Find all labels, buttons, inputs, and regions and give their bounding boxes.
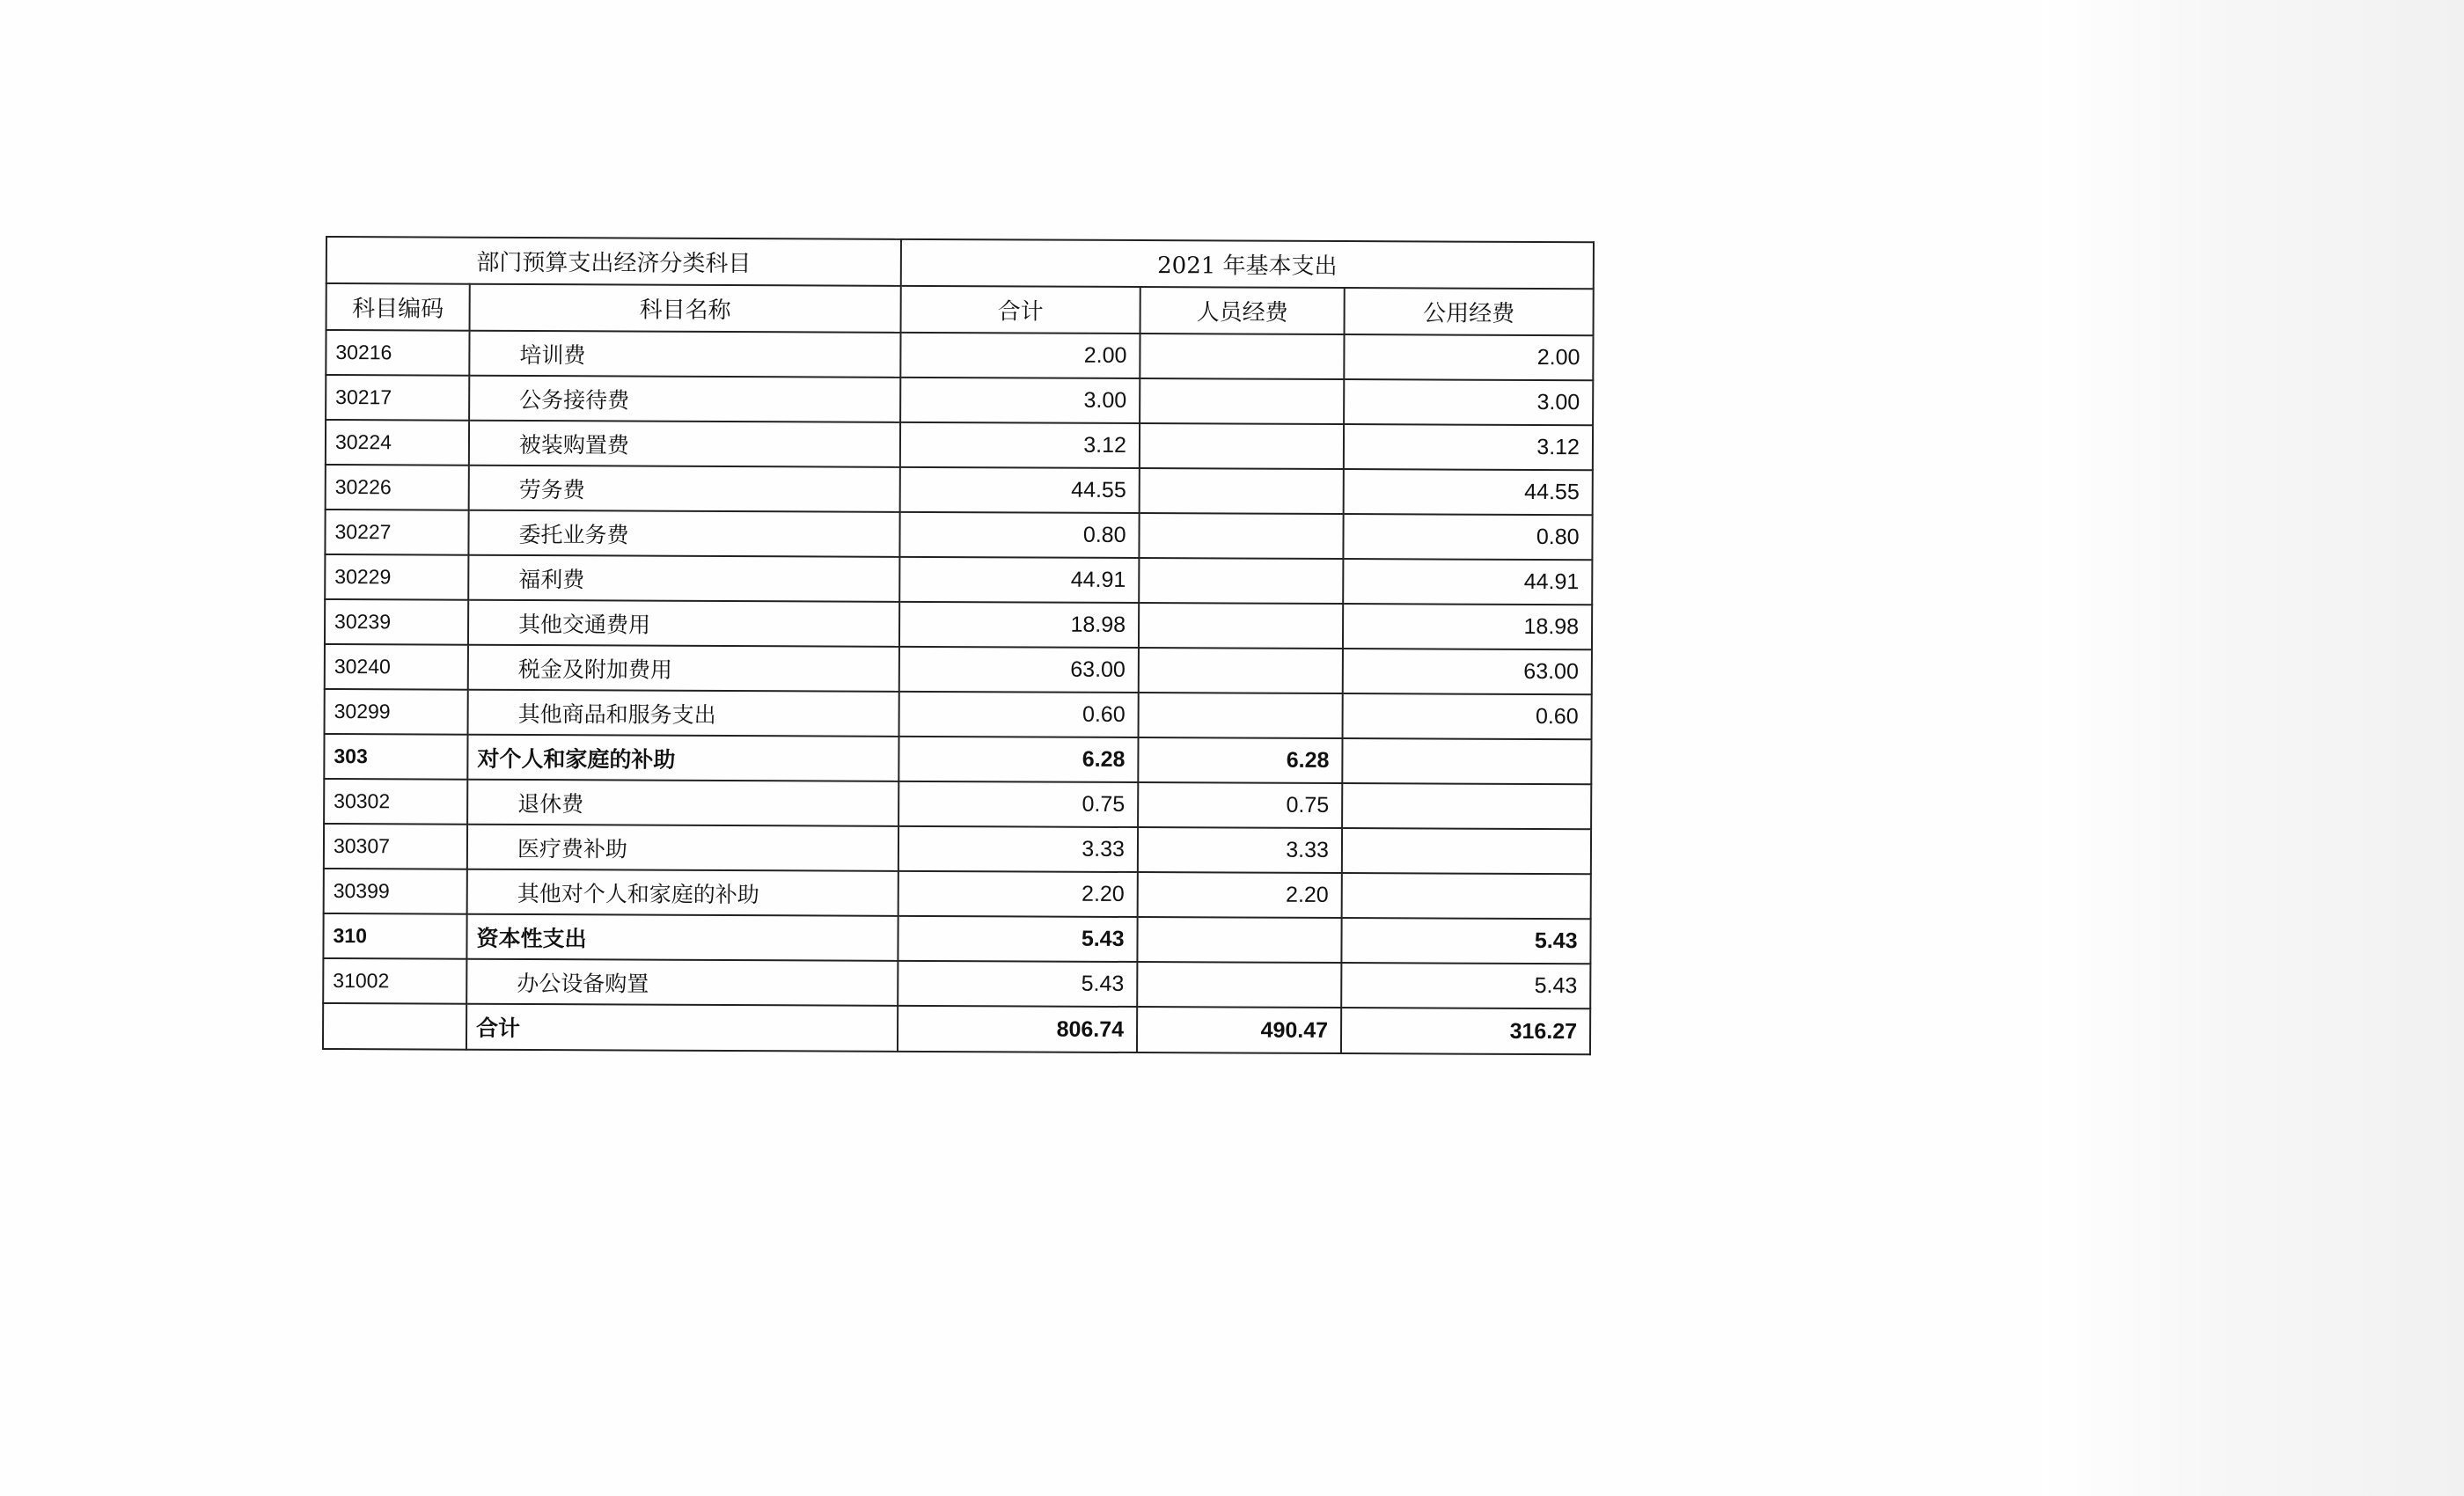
table-header-column-row: [326, 283, 1594, 335]
header-col-total: 合计: [901, 286, 1140, 334]
budget-table-container: [322, 236, 1593, 1055]
table-row: [326, 330, 1593, 380]
table-row: [325, 599, 1592, 649]
total-cell-code: [323, 1003, 466, 1050]
cell-public: [1342, 873, 1591, 919]
cell-name: 福利费: [468, 555, 899, 602]
cell-public: 0.60: [1343, 693, 1592, 739]
table-row: [323, 958, 1590, 1008]
table-row: [326, 465, 1593, 515]
cell-code: 30216: [326, 330, 469, 376]
cell-public: 44.55: [1344, 469, 1593, 515]
table-row: [324, 779, 1591, 829]
total-cell-name: 合计: [466, 1004, 898, 1052]
cell-name: 劳务费: [469, 466, 900, 512]
cell-name: 资本性支出: [466, 914, 898, 961]
cell-total: 3.00: [900, 378, 1140, 423]
cell-public: 3.12: [1344, 424, 1593, 470]
cell-personnel: [1139, 558, 1343, 604]
cell-total: 0.60: [899, 692, 1139, 737]
cell-code: 30307: [324, 824, 467, 869]
table-row: [324, 824, 1591, 874]
header-col-personnel: 人员经费: [1140, 287, 1345, 334]
cell-personnel: [1140, 423, 1344, 469]
cell-name: 培训费: [469, 331, 900, 378]
cell-total: 0.80: [899, 512, 1139, 558]
header-col-code: 科目编码: [326, 283, 470, 331]
cell-total: 63.00: [899, 647, 1139, 693]
cell-code: 30224: [326, 420, 469, 466]
cell-personnel: 2.20: [1138, 872, 1342, 918]
cell-code: 310: [323, 913, 466, 959]
header-col-public: 公用经费: [1345, 288, 1594, 335]
cell-public: 3.00: [1344, 379, 1593, 425]
cell-name: 其他商品和服务支出: [468, 690, 899, 737]
cell-total: 6.28: [898, 737, 1138, 782]
cell-code: 30299: [325, 689, 468, 735]
table-row: [325, 554, 1592, 605]
cell-public: [1342, 783, 1591, 829]
total-cell-personnel: 490.47: [1137, 1007, 1341, 1053]
total-cell-total: 806.74: [898, 1006, 1137, 1052]
cell-personnel: [1140, 468, 1344, 514]
cell-total: 3.12: [900, 422, 1140, 468]
cell-personnel: 0.75: [1138, 782, 1342, 828]
table-row: [325, 689, 1592, 739]
cell-name: 公务接待费: [469, 376, 900, 422]
cell-name: 被装购置费: [469, 421, 900, 467]
header-right-group: 2021 年基本支出: [901, 239, 1594, 289]
cell-name: 其他交通费用: [468, 600, 899, 647]
cell-total: 44.91: [899, 557, 1139, 603]
cell-public: [1342, 738, 1591, 784]
table-header-group-row: [326, 237, 1594, 289]
cell-personnel: [1139, 603, 1343, 649]
cell-total: 0.75: [898, 781, 1138, 827]
cell-name: 办公设备购置: [466, 959, 898, 1006]
cell-public: 5.43: [1341, 963, 1590, 1008]
cell-name: 税金及附加费用: [468, 645, 899, 692]
cell-personnel: [1140, 334, 1344, 379]
table-row: [326, 375, 1593, 425]
cell-code: 30229: [325, 554, 468, 600]
cell-code: 30240: [325, 644, 468, 690]
cell-name: 医疗费补助: [467, 825, 898, 871]
cell-name: 对个人和家庭的补助: [467, 735, 898, 781]
cell-personnel: [1139, 693, 1343, 738]
cell-personnel: 3.33: [1138, 827, 1342, 873]
cell-name: 其他对个人和家庭的补助: [467, 869, 898, 916]
cell-total: 44.55: [900, 467, 1140, 513]
cell-personnel: [1139, 648, 1343, 693]
table-row: [325, 510, 1592, 560]
table-row: [323, 913, 1590, 964]
cell-total: 18.98: [899, 602, 1139, 648]
cell-public: 2.00: [1344, 334, 1593, 380]
cell-personnel: 6.28: [1138, 737, 1342, 783]
cell-code: 30239: [325, 599, 468, 645]
cell-code: 30217: [326, 375, 469, 421]
table-row: [325, 644, 1592, 694]
cell-code: 31002: [323, 958, 466, 1004]
budget-expenditure-table: [322, 236, 1595, 1055]
cell-personnel: [1139, 513, 1343, 559]
cell-code: 30302: [324, 779, 467, 825]
cell-personnel: [1137, 962, 1341, 1008]
table-row: [324, 734, 1591, 784]
cell-total: 3.33: [898, 826, 1138, 872]
cell-public: 0.80: [1343, 514, 1592, 560]
table-row: [326, 420, 1593, 470]
cell-code: 30399: [324, 869, 467, 914]
cell-public: 63.00: [1343, 649, 1592, 694]
cell-total: 2.00: [900, 333, 1140, 378]
table-total-row: [323, 1003, 1590, 1054]
header-col-name: 科目名称: [470, 284, 901, 333]
cell-public: 44.91: [1343, 559, 1592, 605]
cell-total: 5.43: [898, 916, 1137, 962]
cell-total: 2.20: [898, 871, 1138, 917]
cell-name: 退休费: [467, 780, 898, 826]
cell-name: 委托业务费: [468, 510, 899, 557]
table-row: [324, 869, 1591, 919]
cell-code: 303: [324, 734, 467, 780]
cell-public: [1342, 828, 1591, 874]
header-left-group: 部门预算支出经济分类科目: [326, 237, 901, 286]
cell-code: 30226: [326, 465, 469, 510]
cell-total: 5.43: [898, 961, 1137, 1007]
cell-code: 30227: [325, 510, 468, 555]
cell-public: 5.43: [1341, 918, 1590, 964]
cell-personnel: [1140, 378, 1344, 424]
total-cell-public: 316.27: [1341, 1008, 1590, 1054]
cell-public: 18.98: [1343, 604, 1592, 649]
cell-personnel: [1137, 917, 1341, 963]
